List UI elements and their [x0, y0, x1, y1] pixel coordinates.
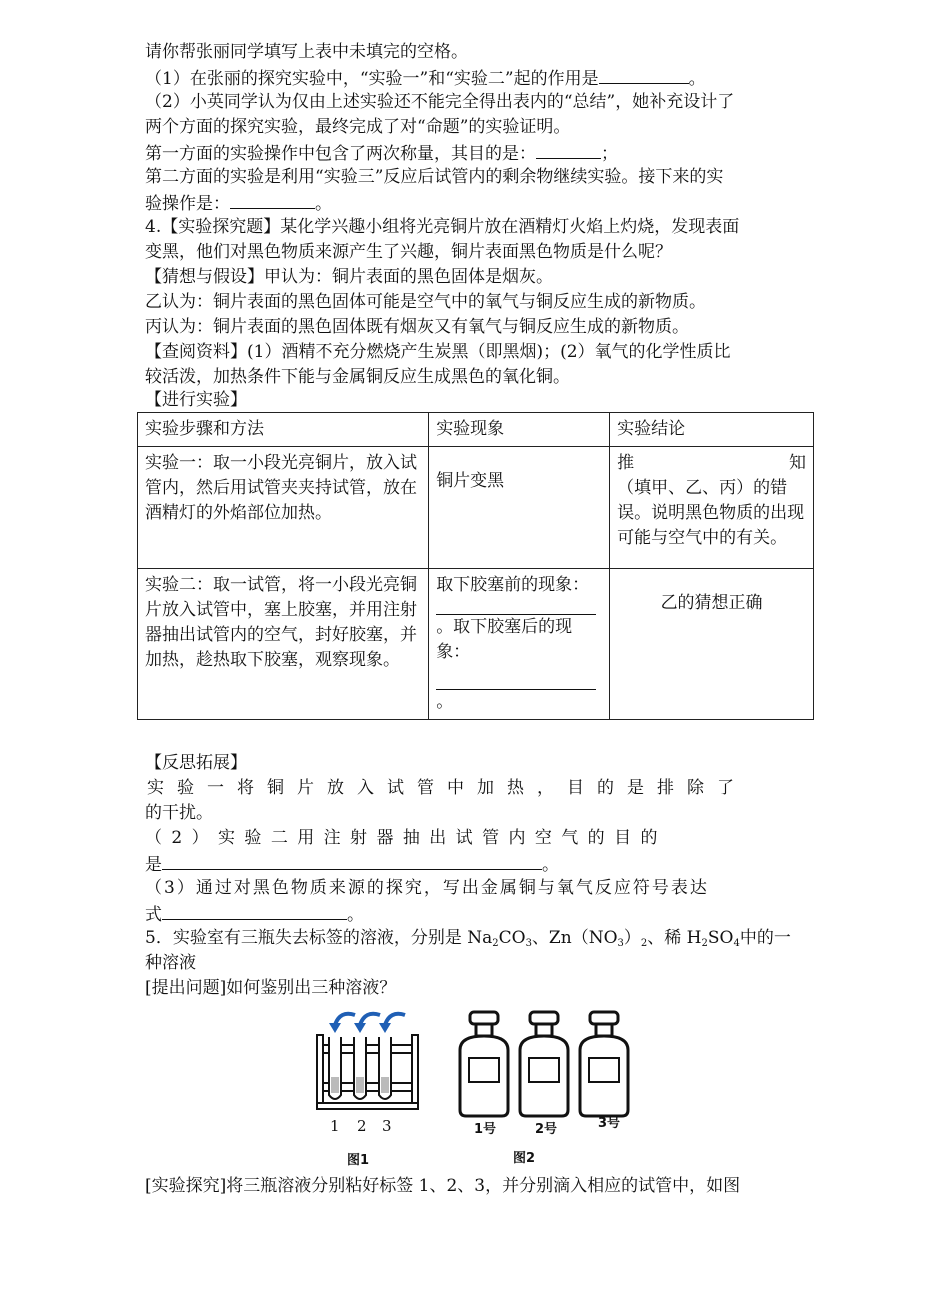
row1-steps: 实验一：取一小段光亮铜片，放入试管内，然后用试管夹夹持试管，放在酒精灯的外焰部位加热。 — [138, 447, 429, 569]
figure-1-caption: 图1 — [347, 1153, 370, 1168]
tube-label: 2 — [357, 1117, 367, 1135]
experiment-explore: [实验探究]将三瓶溶液分别粘好标签 1、2、3，并分别滴入相应的试管中，如图 — [145, 1176, 741, 1196]
reference-line-b: 较活泼，加热条件下能与金属铜反应生成黑色的氧化铜。 — [145, 367, 570, 387]
reflection-2: （ 2 ） 实 验 二 用 注 射 器 抽 出 试 管 内 空 气 的 目 的 — [145, 828, 658, 848]
reference-line-a: 【查阅资料】(1）酒精不充分燃烧产生炭黑（即黑烟)；(2）氧气的化学性质比 — [145, 342, 731, 362]
question-2-line-d: 第二方面的实验是利用“实验三”反应后试管内的剩余物继续实验。接下来的实 — [145, 167, 724, 187]
problem-4-line-b: 变黑，他们对黑色物质来源产生了兴趣，铜片表面黑色物质是什么呢？ — [145, 242, 672, 262]
problem-4-line-a: 4.【实验探究题】某化学兴趣小组将光亮铜片放在酒精灯火焰上灼烧，发现表面 — [145, 217, 740, 237]
row2-phen-before: 取下胶塞前的现象： — [436, 575, 590, 595]
reflection-3: （3）通过对黑色物质来源的探究，写出金属铜与氧气反应符号表达 — [145, 878, 709, 898]
question-2-line-e-text: 验操作是： — [145, 194, 230, 214]
header-phenomenon: 实验现象 — [429, 413, 610, 447]
question-2-line-c: 第一方面的实验操作中包含了两次称量，其目的是： ； — [145, 140, 618, 166]
question-1: （1）在张丽的探究实验中，“实验一”和“实验二”起的作用是 。 — [145, 65, 706, 91]
answer-blank[interactable] — [162, 901, 347, 920]
q5-text: 、Zn（NO — [531, 928, 618, 948]
reflection-2-end-text: 是 — [145, 855, 162, 875]
problem-5-line-a — [145, 926, 791, 956]
bottle-label: 3号 — [598, 1116, 621, 1131]
row2-phen-end: 。 — [436, 692, 454, 712]
row1-conclusion-zhi: 知 — [789, 453, 806, 473]
reflection-3-end-text: 式 — [145, 905, 162, 925]
row2-phen-after: 。取下胶塞后的现象： — [436, 617, 573, 662]
hypothesis-jia: 【猜想与假设】甲认为：铜片表面的黑色固体是烟灰。 — [145, 267, 553, 287]
answer-blank[interactable] — [536, 140, 601, 159]
experiment-heading: 【进行实验】 — [145, 390, 247, 410]
reflection-1-end: 的干扰。 — [145, 803, 213, 823]
reflection-2-end: 是 。 — [145, 851, 559, 877]
bottle-label: 1号 — [474, 1122, 497, 1137]
question-2-line-a: （2）小英同学认为仅由上述实验还不能完全得出表内的“总结”，她补充设计了 — [145, 92, 735, 112]
figure-2-bottles — [452, 1010, 637, 1120]
bottle-icon — [580, 1012, 628, 1116]
header-conclusion: 实验结论 — [610, 413, 814, 447]
question-2-line-b: 两个方面的探究实验，最终完成了对“命题”的实验证明。 — [145, 117, 571, 137]
table-header-row — [138, 413, 814, 447]
bottle-icon — [460, 1012, 508, 1116]
question-1-text: （1）在张丽的探究实验中，“实验一”和“实验二”起的作用是 — [145, 69, 599, 89]
q5-text: CO — [498, 928, 526, 948]
q5-sub: 3 — [525, 938, 532, 949]
problem-5-question: [提出问题]如何鉴别出三种溶液？ — [145, 978, 397, 998]
q5-sub: 4 — [733, 938, 740, 949]
tube-label: 1 — [330, 1117, 340, 1135]
table-row — [138, 447, 814, 569]
answer-blank[interactable] — [230, 190, 315, 209]
bottle-label: 2号 — [535, 1122, 558, 1137]
question-2-line-e: 验操作是： 。 — [145, 190, 332, 216]
q5-text: 5．实验室有三瓶失去标签的溶液，分别是 Na — [145, 928, 493, 948]
row1-phenomenon: 铜片变黑 — [429, 447, 610, 569]
q5-text: 中的一 — [739, 928, 791, 948]
q5-sub: 2 — [640, 938, 648, 949]
row2-conclusion: 乙的猜想正确 — [610, 569, 814, 720]
experiment-table — [137, 412, 814, 720]
question-2-line-c-text: 第一方面的实验操作中包含了两次称量，其目的是： — [145, 144, 536, 164]
answer-blank[interactable] — [162, 851, 542, 870]
q5-sub: 2 — [492, 938, 499, 949]
row2-steps: 实验二：取一试管，将一小段光亮铜片放入试管中，塞上胶塞，并用注射器抽出试管内的空气，封好胶塞，并加热，趁热取下胶塞，观察现象。 — [138, 569, 429, 720]
q5-text: SO — [707, 928, 734, 948]
reflection-1-text: 实验一将铜片放入试管中加热，目的是排除了 — [147, 778, 747, 798]
answer-blank[interactable] — [599, 65, 689, 84]
table-row — [138, 569, 814, 720]
problem-5-line-b: 种溶液 — [145, 953, 196, 973]
figure-1-test-tube-rack — [315, 1005, 420, 1135]
row1-conclusion-body: （填甲、乙、丙）的错误。说明黑色物质的出现可能与空气中的有关。 — [617, 478, 805, 548]
reflection-3-end: 式 。 — [145, 901, 364, 927]
q5-sub: 3 — [617, 938, 624, 949]
answer-blank[interactable] — [436, 598, 596, 615]
tube-label: 3 — [382, 1117, 392, 1135]
q5-text: 、稀 H — [647, 928, 702, 948]
hypothesis-bing: 丙认为：铜片表面的黑色固体既有烟灰又有氧气与铜反应生成的新物质。 — [145, 317, 689, 337]
row1-conclusion — [610, 447, 814, 569]
answer-blank[interactable] — [436, 665, 596, 690]
q5-text: ） — [623, 928, 641, 948]
arrow-icon — [335, 1014, 405, 1025]
row2-phenomenon — [429, 569, 610, 720]
reflection-1 — [147, 776, 807, 800]
q5-sub: 2 — [701, 938, 708, 949]
row1-conclusion-tui: 推 — [617, 453, 635, 473]
hypothesis-yi: 乙认为：铜片表面的黑色固体可能是空气中的氧气与铜反应生成的新物质。 — [145, 292, 706, 312]
reflection-title: 【反思拓展】 — [145, 753, 247, 773]
intro-text: 请你帮张丽同学填写上表中未填完的空格。 — [145, 42, 468, 62]
figure-2-caption: 图2 — [513, 1151, 536, 1166]
header-steps: 实验步骤和方法 — [138, 413, 429, 447]
bottle-icon — [520, 1012, 568, 1116]
